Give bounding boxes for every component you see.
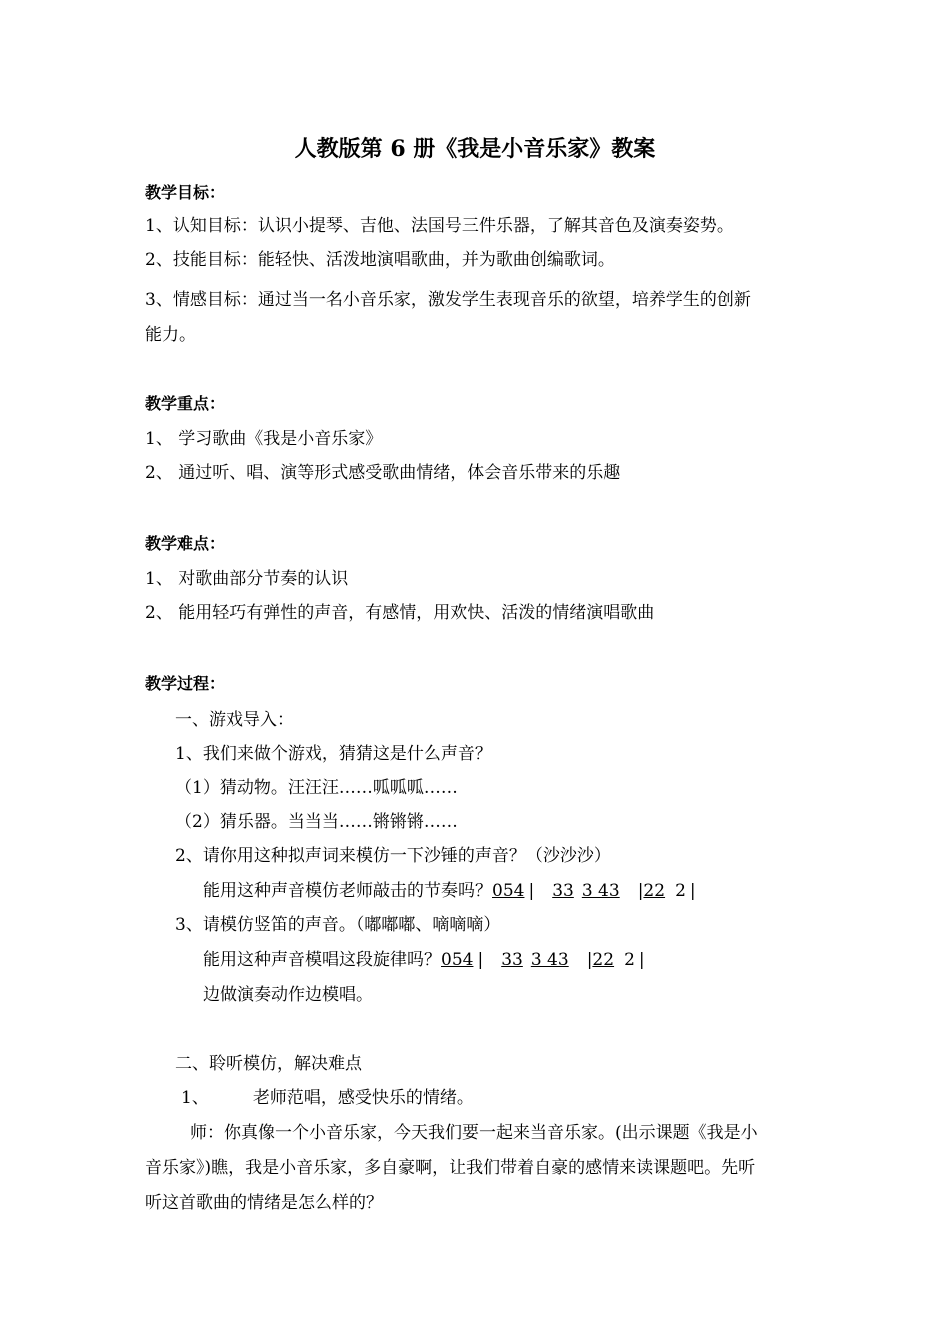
key-points-heading: 教学重点：: [145, 394, 226, 413]
bar-line: |: [528, 881, 535, 901]
rhythm-note: 2: [675, 881, 686, 901]
rhythm-note: 2: [624, 950, 635, 970]
rhythm-note: 054: [441, 950, 474, 970]
rhythm-note: 33: [552, 881, 574, 901]
document-title: 人教版第 6 册《我是小音乐家》教案: [294, 136, 656, 162]
goal-item-2: 2、技能目标：能轻快、活泼地演唱歌曲，并为歌曲创编歌词。: [145, 250, 615, 270]
bar-line: |: [477, 950, 484, 970]
section-1-question-2: 2、请你用这种拟声词来模仿一下沙锤的声音？（沙沙沙）: [175, 846, 611, 866]
section-2-paragraph-line-1: 师：你真像一个小音乐家，今天我们要一起来当音乐家。(出示课题《我是小: [190, 1123, 758, 1143]
bar-line: |: [689, 881, 696, 901]
section-2-item-1: [181, 1083, 474, 1108]
section-1-instruction: 边做演奏动作边模唱。: [203, 985, 373, 1005]
section-2-item-1-text: 老师范唱，感受快乐的情绪。: [252, 1088, 474, 1108]
key-point-1: 1、 学习歌曲《我是小音乐家》: [145, 429, 383, 449]
rhythm-note: 22: [592, 950, 615, 970]
rhythm-note: 33: [501, 950, 523, 970]
difficulty-1: 1、 对歌曲部分节奏的认识: [145, 569, 349, 589]
rhythm-line-2-text: 能用这种声音模唱这段旋律吗？: [203, 950, 441, 970]
goals-heading: 教学目标：: [145, 183, 226, 202]
section-2-paragraph-line-2: 音乐家》)瞧，我是小音乐家，多自豪啊，让我们带着自豪的感情来读课题吧。先听: [145, 1158, 756, 1178]
section-2-paragraph-line-3: 听这首歌曲的情绪是怎么样的？: [145, 1193, 383, 1213]
goal-item-1: 1、认知目标：认识小提琴、吉他、法国号三件乐器，了解其音色及演奏姿势。: [145, 216, 734, 236]
section-2-item-1-number: 1、: [181, 1088, 209, 1108]
bar-line: |: [586, 950, 593, 970]
difficulty-2: 2、 能用轻巧有弹性的声音，有感情，用欢快、活泼的情绪演唱歌曲: [145, 603, 655, 623]
section-2-title: 二、聆听模仿，解决难点: [175, 1054, 362, 1074]
process-heading: 教学过程：: [145, 674, 226, 693]
rhythm-note: 054: [492, 881, 525, 901]
goal-item-3: 3、情感目标：通过当一名小音乐家，激发学生表现音乐的欲望，培养学生的创新: [145, 290, 751, 310]
section-1-title: 一、游戏导入：: [175, 710, 294, 730]
bar-line: |: [637, 881, 644, 901]
goal-item-3-cont: 能力。: [145, 325, 196, 345]
section-1-question-1a: （1）猜动物。汪汪汪……呱呱呱……: [175, 778, 458, 798]
rhythm-line-1: [203, 876, 696, 901]
key-point-2: 2、 通过听、唱、演等形式感受歌曲情绪，体会音乐带来的乐趣: [145, 463, 621, 483]
difficulties-heading: 教学难点：: [145, 534, 226, 553]
bar-line: |: [638, 950, 645, 970]
section-1-question-3: 3、请模仿竖笛的声音。（嘟嘟嘟、嘀嘀嘀）: [175, 915, 501, 935]
rhythm-note: 3 43: [581, 881, 620, 901]
rhythm-line-1-text: 能用这种声音模仿老师敲击的节奏吗？: [203, 881, 492, 901]
rhythm-note: 3 43: [530, 950, 569, 970]
section-1-question-1b: （2）猜乐器。当当当……锵锵锵……: [175, 812, 458, 832]
section-1-question-1: 1、我们来做个游戏，猜猜这是什么声音？: [175, 744, 492, 764]
rhythm-line-2: [203, 945, 645, 970]
rhythm-note: 22: [643, 881, 666, 901]
